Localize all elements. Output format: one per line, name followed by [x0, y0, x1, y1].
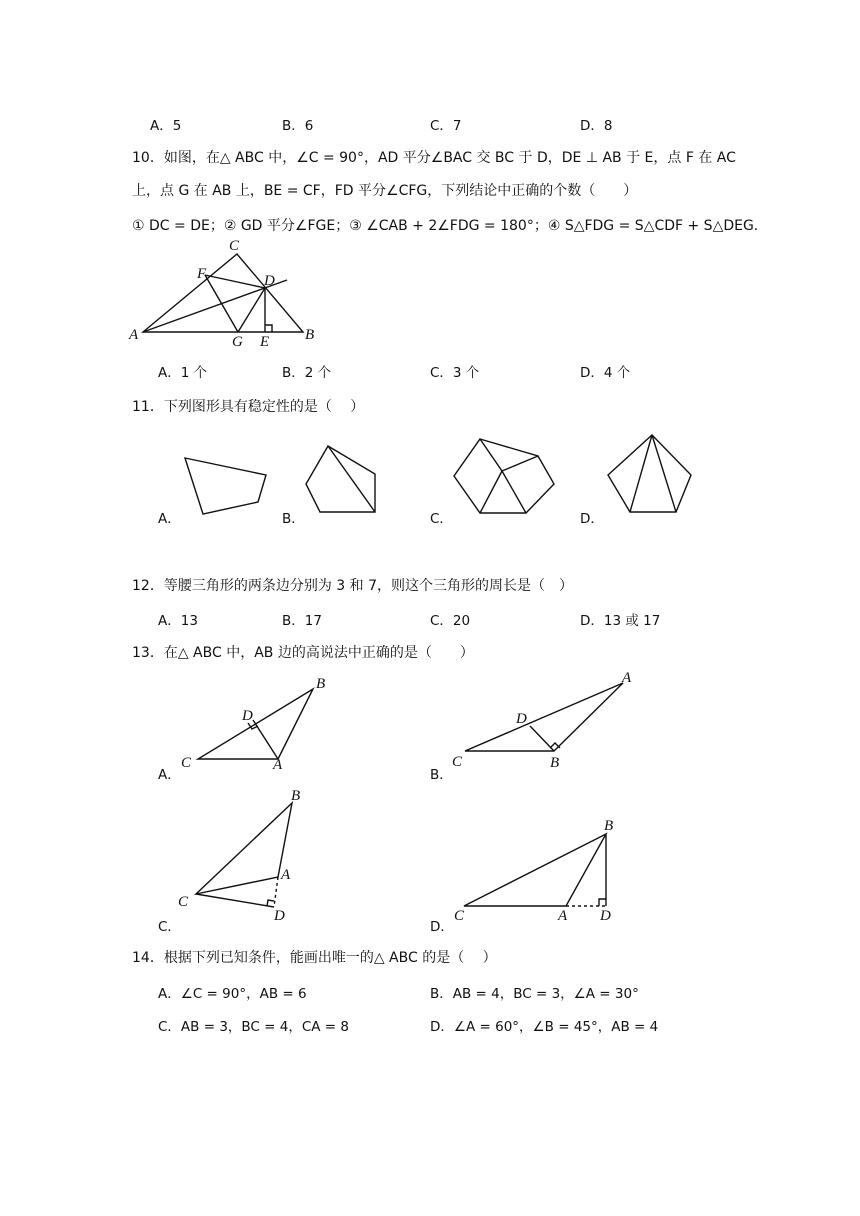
q10-label-f: F: [197, 266, 207, 282]
q14-option-c: C．AB = 3，BC = 4，CA = 8: [158, 1019, 349, 1035]
q13a-label-d: D: [242, 708, 253, 724]
q14-option-d: D．∠A = 60°，∠B = 45°，AB = 4: [430, 1019, 659, 1035]
q13c-label-b: B: [291, 788, 301, 804]
q13b-label-c: C: [452, 754, 463, 770]
q13b-label-b: B: [550, 755, 560, 771]
q13-option-d: D．: [430, 919, 454, 935]
q12-option-c: C．20: [430, 613, 471, 629]
q13-option-b: B．: [430, 767, 453, 783]
q13-figure-a: [178, 672, 338, 777]
q10-stem-line1: 10．如图，在△ ABC 中，∠C = 90°，AD 平分∠BAC 交 BC 于 D，DE ⊥ AB 于 E，点 F 在 AC: [132, 150, 736, 166]
q10-figure: [125, 238, 325, 348]
q11-option-d: D．: [580, 511, 604, 527]
q9-option-d: D．8: [580, 118, 613, 134]
q10-label-a: A: [129, 327, 139, 343]
q13a-label-a: A: [273, 757, 283, 773]
q13-figure-b: [450, 668, 640, 773]
q11-option-c: C．: [430, 511, 453, 527]
q13-stem: 13．在△ ABC 中，AB 边的高说法中正确的是（ ）: [132, 645, 474, 661]
q11-figure-b: [300, 444, 390, 519]
q10-label-b: B: [305, 327, 315, 343]
q13c-label-a: A: [281, 867, 291, 883]
q13b-label-d: D: [516, 711, 527, 727]
q13c-label-c: C: [178, 894, 189, 910]
q12-option-b: B．17: [282, 613, 322, 629]
q13a-label-b: B: [316, 676, 326, 692]
q11-option-b: B．: [282, 511, 305, 527]
q13d-label-c: C: [454, 908, 465, 924]
q11-option-a: A．: [158, 511, 181, 527]
q10-label-c: C: [229, 238, 240, 254]
q11-figure-d: [604, 432, 696, 518]
q14-option-a: A．∠C = 90°，AB = 6: [158, 986, 307, 1002]
q13-option-a: A．: [158, 767, 181, 783]
q13-figure-d: [452, 812, 632, 922]
q13-option-c: C．: [158, 919, 181, 935]
q11-figure-a: [180, 450, 280, 520]
q13d-label-b: B: [604, 818, 614, 834]
q10-label-e: E: [260, 334, 270, 350]
q13d-label-a: A: [558, 908, 568, 924]
q9-option-b: B．6: [282, 118, 314, 134]
q10-option-d: D．4 个: [580, 365, 631, 381]
q13-figure-c: [176, 784, 316, 924]
q13b-label-a: A: [622, 670, 632, 686]
q12-option-a: A．13: [158, 613, 198, 629]
q10-option-b: B．2 个: [282, 365, 332, 381]
q10-label-g: G: [232, 334, 243, 350]
q14-option-b: B．AB = 4，BC = 3，∠A = 30°: [430, 986, 639, 1002]
q10-label-d: D: [264, 273, 275, 289]
q13c-label-d: D: [274, 908, 285, 924]
q9-option-a: A．5: [150, 118, 182, 134]
q14-stem: 14．根据下列已知条件，能画出唯一的△ ABC 的是（ ）: [132, 950, 497, 966]
q11-stem: 11．下列图形具有稳定性的是（ ）: [132, 399, 365, 415]
q11-figure-c: [450, 436, 560, 518]
q9-option-c: C．7: [430, 118, 462, 134]
q10-option-c: C．3 个: [430, 365, 480, 381]
q10-stem-line2: 上，点 G 在 AB 上，BE = CF，FD 平分∠CFG，下列结论中正确的个数（ ）: [132, 183, 638, 199]
q10-option-a: A．1 个: [158, 365, 208, 381]
q10-conclusions: ① DC = DE；② GD 平分∠FGE；③ ∠CAB + 2∠FDG = 180°；④ S△FDG = S△CDF + S△DEG．: [132, 218, 768, 234]
q13d-label-d: D: [600, 908, 611, 924]
q13a-label-c: C: [181, 755, 192, 771]
q12-stem: 12．等腰三角形的两条边分别为 3 和 7，则这个三角形的周长是（ ）: [132, 578, 573, 594]
q12-option-d: D．13 或 17: [580, 613, 661, 629]
